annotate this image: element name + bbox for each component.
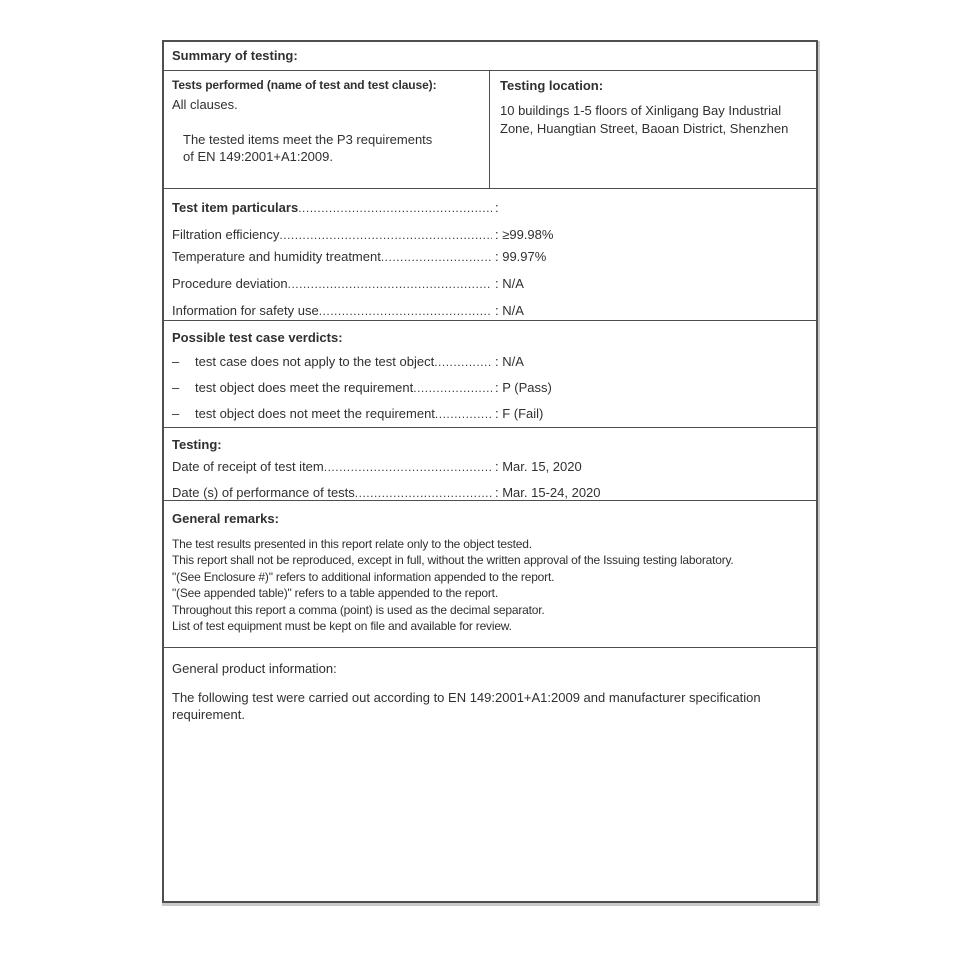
remark-line: The test results presented in this report relate only to the object tested.: [172, 537, 532, 551]
row-value: : 99.97%: [495, 249, 547, 264]
particulars-row-procedure: [172, 275, 808, 293]
product-info-paragraph-line1: The following test were carried out according to EN 149:2001+A1:2009 and manufacturer specification: [172, 690, 761, 705]
general-remarks-heading: General remarks:: [172, 511, 279, 526]
row-label: Date of receipt of test item: [172, 459, 324, 474]
row-value: : Mar. 15-24, 2020: [495, 485, 601, 500]
testing-location-address-line2: Zone, Huangtian Street, Baoan District, Shenzhen: [500, 120, 789, 136]
particulars-row-filtration: [172, 226, 808, 244]
verdict-row-fail: [172, 405, 808, 423]
dash-bullet: –: [172, 406, 180, 421]
row-value: : N/A: [495, 303, 524, 318]
test-report-table: [162, 40, 818, 903]
row-value: : ≥99.98%: [495, 227, 554, 242]
particulars-heading-colon: :: [495, 200, 499, 215]
row-label: Temperature and humidity treatment: [172, 249, 381, 264]
testing-location-heading: Testing location:: [500, 78, 604, 93]
row-value: : Mar. 15, 2020: [495, 459, 582, 474]
dot-leader: [434, 353, 492, 371]
dot-leader: [413, 379, 492, 397]
dash-bullet: –: [172, 354, 180, 369]
product-info-paragraph-line2: requirement.: [172, 707, 245, 722]
dot-leader: [279, 226, 492, 244]
dot-leader: [381, 248, 492, 266]
testing-row-receipt: [172, 458, 808, 476]
remark-line: List of test equipment must be kept on file and available for review.: [172, 619, 512, 634]
testing-row-performance: [172, 484, 808, 500]
particulars-heading: Test item particulars: [172, 200, 299, 215]
testing-heading: Testing:: [172, 437, 222, 452]
row-value: : P (Pass): [495, 380, 552, 395]
tests-performed-heading: Tests performed (name of test and test clause):: [172, 78, 437, 92]
remark-line: This report shall not be reproduced, except in full, without the written approval of the Issuing testing laboratory.: [172, 553, 734, 568]
row-label: test case does not apply to the test object: [195, 354, 435, 369]
general-remarks-section: [164, 500, 816, 647]
tests-performed-cell: [164, 71, 490, 188]
row-label: test object does not meet the requirement: [195, 406, 435, 421]
general-product-info-heading: General product information:: [172, 661, 337, 676]
particulars-row-temperature: [172, 248, 808, 266]
summary-of-testing-row: [164, 42, 816, 70]
verdict-row-na: [172, 353, 808, 371]
tests-and-location-row: [164, 70, 816, 188]
particulars-row-safety: [172, 302, 808, 320]
dot-leader: [435, 405, 492, 423]
tested-items-result: [183, 131, 487, 165]
testing-location-address: [500, 102, 810, 137]
general-product-info-section: [164, 647, 816, 901]
verdicts-heading: Possible test case verdicts:: [172, 330, 343, 345]
dot-leader: [319, 302, 492, 320]
row-label: Procedure deviation: [172, 276, 288, 291]
tested-items-result-line2: of EN 149:2001+A1:2009.: [183, 149, 333, 164]
testing-location-address-line1: 10 buildings 1-5 floors of Xinligang Bay Industrial: [500, 103, 782, 118]
remark-line: "(See appended table)" refers to a table appended to the report.: [172, 586, 498, 601]
dot-leader: [298, 199, 492, 217]
row-label: Filtration efficiency: [172, 227, 280, 242]
row-label: test object does meet the requirement: [195, 380, 414, 395]
dot-leader: [288, 275, 492, 293]
all-clauses-text: All clauses.: [172, 97, 238, 112]
remark-line: "(See Enclosure #)" refers to additional information appended to the report.: [172, 569, 555, 584]
row-label: Information for safety use: [172, 303, 319, 318]
row-label: Date (s) of performance of tests: [172, 485, 355, 500]
remark-line: Throughout this report a comma (point) is used as the decimal separator.: [172, 602, 545, 617]
dash-bullet: –: [172, 380, 180, 395]
row-value: : N/A: [495, 276, 524, 291]
verdicts-section: [164, 320, 816, 427]
particulars-heading-row: [172, 199, 808, 217]
row-value: : N/A: [495, 354, 524, 369]
summary-of-testing-heading: Summary of testing:: [172, 48, 298, 63]
dot-leader: [355, 484, 492, 500]
verdict-row-pass: [172, 379, 808, 397]
testing-section: [164, 427, 816, 500]
test-item-particulars-section: [164, 188, 816, 320]
tested-items-result-line1: The tested items meet the P3 requirements: [183, 132, 433, 147]
dot-leader: [324, 458, 492, 476]
testing-location-cell: [490, 71, 816, 188]
row-value: : F (Fail): [495, 406, 544, 421]
